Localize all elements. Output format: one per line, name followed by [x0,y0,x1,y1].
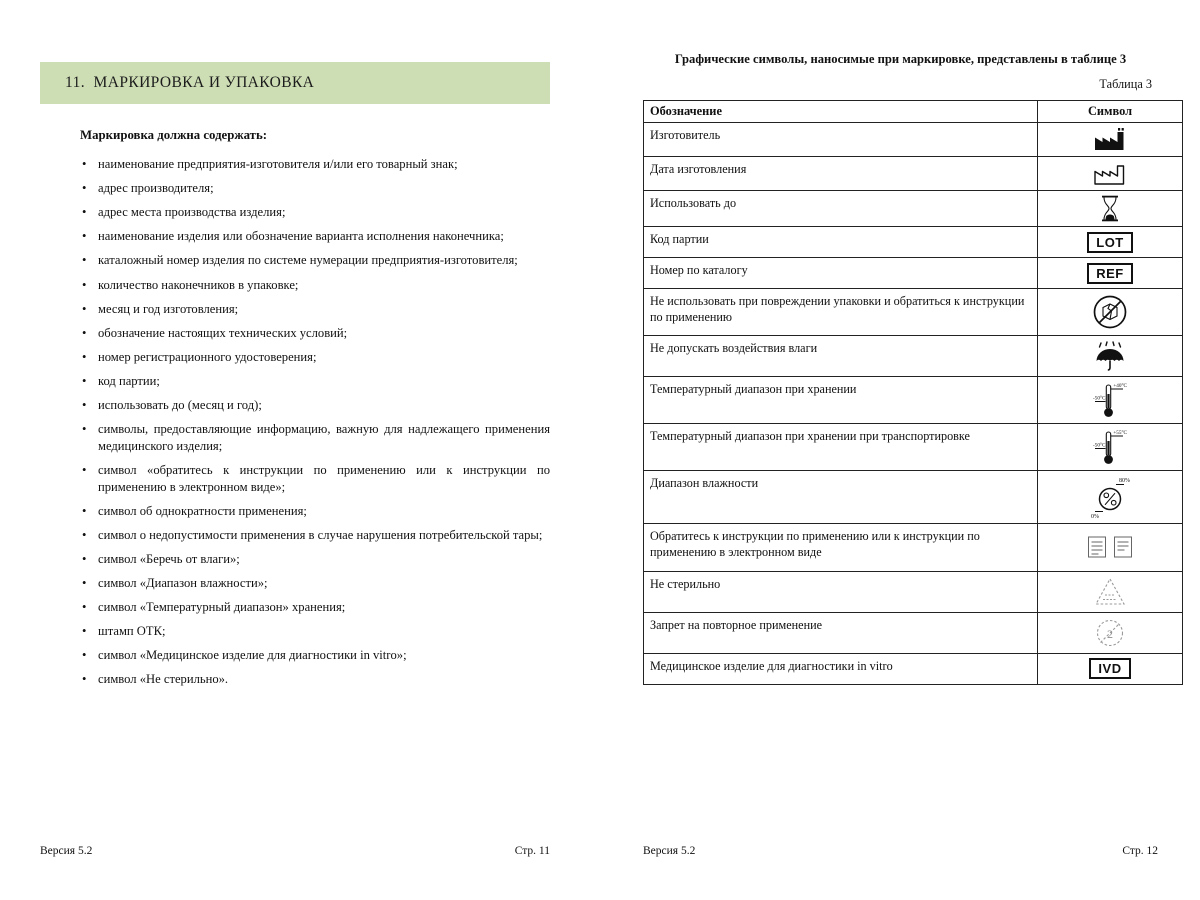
table-row [644,191,1183,227]
do-not-reuse-icon-cell [1038,612,1183,653]
symbol-description: Изготовитель [644,123,1038,157]
list-item: • символ «обратитесь к инструкции по применению или к инструкции по применению в электронном виде»; [80,462,550,495]
list-item: • каталожный номер изделия по системе нумерации предприятия-изготовителя; [80,252,550,269]
damaged-package-icon [1092,294,1128,330]
list-item: • символ об однократности применения; [80,503,550,520]
ivd-icon-cell [1038,653,1183,684]
svg-text:+40°C: +40°C [1113,383,1127,390]
table-caption: Таблица 3 [1099,77,1152,91]
column-header-symbol: Символ [1038,101,1183,123]
footer-page-number: Стр. 11 [514,845,550,857]
symbol-description: Использовать до [644,191,1038,227]
list-item: • наименование предприятия-изготовителя и/или его товарный знак; [80,156,550,173]
non-sterile-icon-cell [1038,571,1183,612]
table-row [644,653,1183,684]
list-item: • штамп ОТК; [80,623,550,640]
list-item: • символ «Температурный диапазон» хранения; [80,599,550,616]
symbol-description: Медицинское изделие для диагностики in vitro [644,653,1038,684]
manufacture-date-icon-cell [1038,157,1183,191]
list-item: • количество наконечников в упаковке; [80,277,550,294]
table-row [644,471,1183,524]
symbol-description: Не стерильно [644,571,1038,612]
list-item: • символы, предоставляющие информацию, важную для надлежащего применения медицинского изделия; [80,421,550,454]
table-row [644,258,1183,289]
symbol-description: Температурный диапазон при хранении [644,377,1038,424]
page-right [643,0,1158,900]
table-row [644,227,1183,258]
ivd-icon: IVD [1089,658,1130,679]
manufacture-date-icon [1092,161,1128,186]
do-not-reuse-icon [1094,617,1126,649]
section-header: 11. МАРКИРОВКА И УПАКОВКА [40,62,550,104]
table-row [644,377,1183,424]
consult-instructions-icon [1086,534,1134,560]
marking-list [80,156,550,688]
list-item: • символ «Диапазон влажности»; [80,575,550,592]
table-row [644,424,1183,471]
table-header-row [644,101,1183,123]
symbols-table-body [644,123,1183,685]
manufacturer-icon-cell [1038,123,1183,157]
svg-text:2: 2 [1107,626,1113,641]
humidity-range-icon-cell [1038,471,1183,524]
use-by-date-icon-cell [1038,191,1183,227]
temperature-storage-icon [1092,381,1128,419]
list-item: • адрес производителя; [80,180,550,197]
svg-text:-50°C: -50°C [1093,395,1106,402]
svg-text:+55°C: +55°C [1113,430,1127,437]
lot-icon: LOT [1087,232,1133,253]
symbol-description: Код партии [644,227,1038,258]
symbol-description: Температурный диапазон при хранении при транспортировке [644,424,1038,471]
symbol-description: Не использовать при повреждении упаковки и обратиться к инструкции по применению [644,289,1038,336]
symbol-description: Номер по каталогу [644,258,1038,289]
footer-version: Версия 5.2 [643,845,696,857]
list-item: • символ «Беречь от влаги»; [80,551,550,568]
lot-icon-cell [1038,227,1183,258]
list-item: • адрес места производства изделия; [80,204,550,221]
symbol-description: Обратитесь к инструкции по применению или к инструкции по применению в электронном виде [644,524,1038,571]
footer-page-number: Стр. 12 [1122,845,1158,857]
symbol-description: Диапазон влажности [644,471,1038,524]
non-sterile-icon [1093,576,1127,608]
temperature-transport-icon [1092,428,1128,466]
table-row [644,289,1183,336]
table-row [644,612,1183,653]
manufacturer-icon [1092,127,1128,152]
page-left [40,0,550,900]
keep-dry-icon-cell [1038,336,1183,377]
consult-instructions-icon-cell [1038,524,1183,571]
list-item: • обозначение настоящих технических условий; [80,325,550,342]
humidity-range-icon [1089,475,1131,519]
temperature-transport-icon-cell [1038,424,1183,471]
list-item: • наименование изделия или обозначение варианта исполнения наконечника; [80,228,550,245]
svg-text:80%: 80% [1119,478,1130,485]
symbol-description: Не допускать воздействия влаги [644,336,1038,377]
svg-text:-50°C: -50°C [1093,442,1106,449]
use-by-date-icon [1099,195,1121,222]
table-row [644,336,1183,377]
symbol-description: Запрет на повторное применение [644,612,1038,653]
column-header-designation: Обозначение [644,101,1038,123]
temperature-storage-icon-cell [1038,377,1183,424]
table-row [644,524,1183,571]
page-footer [40,845,550,857]
footer-version: Версия 5.2 [40,845,93,857]
damaged-package-icon-cell [1038,289,1183,336]
list-item: • символ «Медицинское изделие для диагностики in vitro»; [80,647,550,664]
list-item: • символ «Не стерильно». [80,671,550,688]
list-item: • месяц и год изготовления; [80,301,550,318]
ref-icon-cell [1038,258,1183,289]
list-item: • номер регистрационного удостоверения; [80,349,550,366]
page-footer [643,845,1158,857]
table-row [644,571,1183,612]
symbols-table [643,100,1183,685]
table-title: Графические символы, наносимые при маркировке, представлены в таблице 3 [674,52,1127,66]
keep-dry-icon [1092,340,1128,372]
ref-icon: REF [1087,263,1133,284]
list-item: • код партии; [80,373,550,390]
table-row [644,123,1183,157]
svg-text:0%: 0% [1091,514,1099,520]
list-item: • символ о недопустимости применения в случае нарушения потребительской тары; [80,527,550,544]
list-item: • использовать до (месяц и год); [80,397,550,414]
table-row [644,157,1183,191]
symbol-description: Дата изготовления [644,157,1038,191]
intro-text: Маркировка должна содержать: [80,128,267,142]
